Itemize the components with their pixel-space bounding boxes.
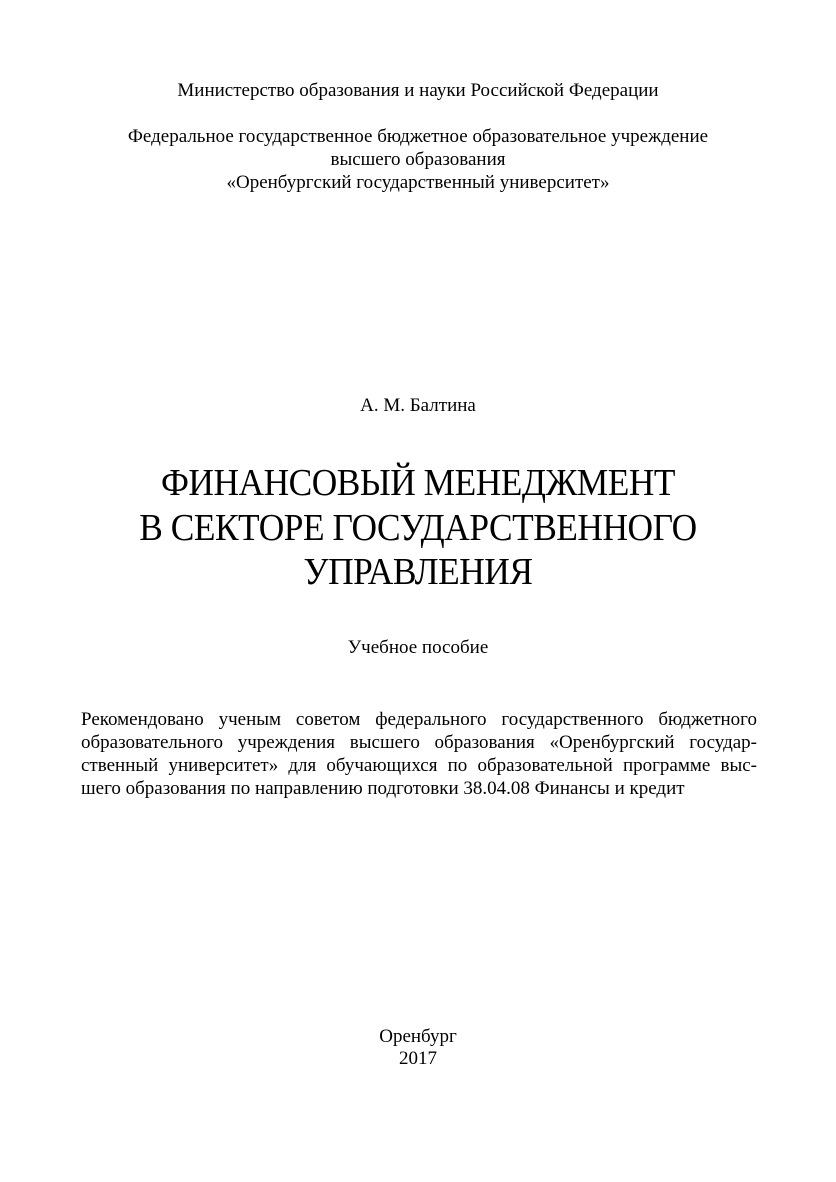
publication-type: Учебное пособие: [347, 637, 489, 658]
book-title-line-3: УПРАВЛЕНИЯ: [303, 551, 533, 593]
recommendation-text: [81, 708, 757, 800]
city: Оренбург: [379, 1026, 457, 1047]
recommendation-line: Рекомендовано ученым советом федерального государственного бюджетного: [81, 709, 757, 730]
book-title-line-2: В СЕКТОРЕ ГОСУДАРСТВЕННОГО: [139, 507, 697, 549]
institution-line-3: «Оренбургский государственный университет»: [226, 172, 610, 193]
institution-line-1: Федеральное государственное бюджетное образовательное учреждение: [127, 126, 709, 147]
recommendation-line: ственный университет» для обучающихся по образовательной программе выс-: [81, 755, 757, 776]
institution-line-2: высшего образования: [330, 149, 506, 170]
ministry-name: Министерство образования и науки Российской Федерации: [177, 80, 659, 101]
author-name: А. М. Балтина: [360, 395, 476, 416]
book-title-line-1: ФИНАНСОВЫЙ МЕНЕДЖМЕНТ: [160, 462, 676, 504]
recommendation-line: шего образования по направлению подготовки 38.04.08 Финансы и кредит: [81, 778, 685, 799]
recommendation-line: образовательного учреждения высшего образования «Оренбургский государ-: [81, 732, 757, 753]
year: 2017: [399, 1048, 437, 1069]
